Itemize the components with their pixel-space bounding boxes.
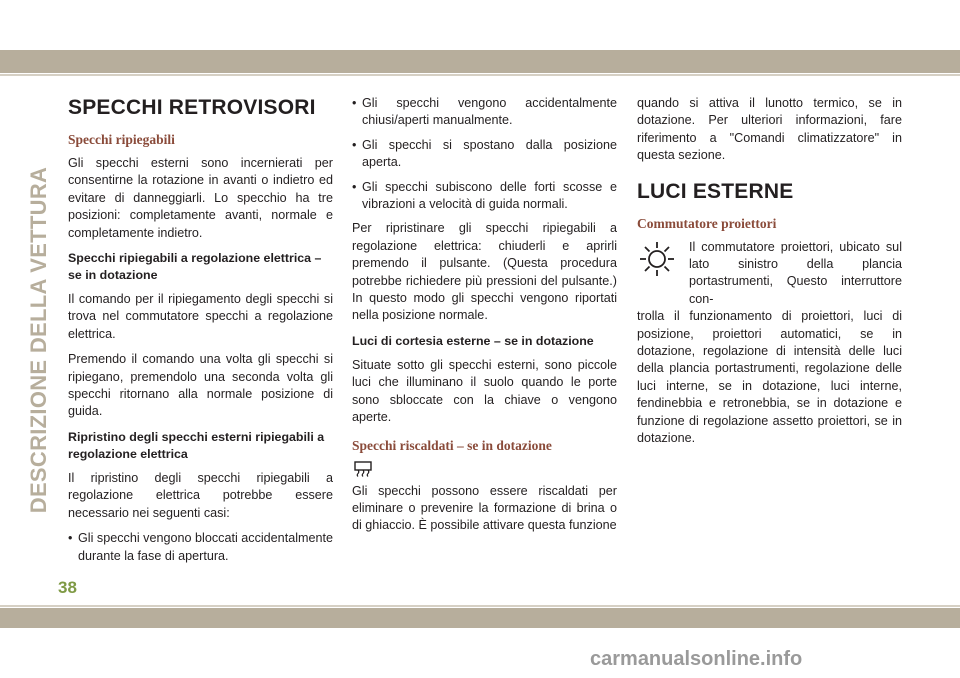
page-number: 38	[58, 578, 77, 597]
heading-ripiegabili-elettrica: Specchi ripiegabili a regolazione elettrica – se in dotazione	[68, 251, 322, 283]
side-section-title	[25, 95, 53, 585]
headlamp-switch-icon	[637, 239, 677, 279]
subheading-specchi-riscaldati: Specchi riscaldati – se in dotazione	[352, 437, 552, 453]
paragraph: Situate sotto gli specchi esterni, sono piccole luci che illuminano il suolo quando le porte sono sbloccate con la chiave o vengono aperte.	[352, 357, 617, 425]
heading-luci-cortesia: Luci di cortesia esterne – se in dotazione	[352, 333, 594, 348]
section-title-specchi: SPECCHI RETROVISORI	[68, 96, 316, 119]
bottom-rule	[0, 605, 960, 607]
heading-ripristino: Ripristino degli specchi esterni ripiegabili a regolazione elettrica	[68, 429, 325, 461]
bottom-band	[0, 608, 960, 628]
paragraph: Premendo il comando una volta gli specchi si ripiegano, premendolo una seconda volta gli specchi ritornano alla normale posizione di guida.	[68, 352, 333, 419]
headlamp-block	[637, 239, 902, 448]
paragraph: Il ripristino degli specchi ripiegabili a regolazione elettrica potrebbe essere necessario nei seguenti casi:	[68, 470, 333, 520]
side-section-title-text: DESCRIZIONE DELLA VETTURA	[26, 166, 51, 514]
top-band	[0, 50, 960, 73]
column-3	[637, 95, 902, 456]
paragraph: Gli specchi esterni sono incernierati per consentirne la rotazione in avanti o indietro ed evitare di danneggiarli. Lo specchio ha tre posizioni: completamente avanti, normale e completamente indietro.	[68, 156, 333, 240]
paragraph: Il comando per il ripiegamento degli specchi si trova nel commutatore specchi a regolazione elettrica.	[68, 292, 333, 341]
paragraph: Per ripristinare gli specchi ripiegabili a regolazione elettrica: chiuderli e aprirli premendo il pulsante. (Questa procedura potrebbe richiedere più pressioni del pulsante.) In questo modo gli specchi vengono riportati nella posizione normale.	[352, 221, 617, 323]
column-1	[68, 95, 333, 572]
subheading-commutatore: Commutatore proiettori	[637, 215, 777, 231]
paragraph: Gli specchi possono essere riscaldati per eliminare o prevenire la formazione di brina o di ghiaccio. È possibile attivare questa funzione	[352, 483, 617, 533]
paragraph-intro: Il commutatore proiettori, ubicato sul lato sinistro della plancia portastrumenti, Questo interruttore con-	[689, 239, 902, 306]
top-rule	[0, 74, 960, 76]
bullet-item: • Gli specchi vengono bloccati accidentalmente durante la fase di apertura.	[68, 530, 333, 565]
section-title-luci: LUCI ESTERNE	[637, 179, 794, 203]
column-2	[352, 95, 617, 543]
paragraph: quando si attiva il lunotto termico, se in dotazione. Per ulteriori informazioni, fare riferimento a "Comandi climatizzatore" in questa sezione.	[637, 96, 902, 163]
bullet-item: • Gli specchi vengono accidentalmente chiusi/aperti manualmente.	[352, 95, 617, 130]
bullet-item: • Gli specchi si spostano dalla posizione aperta.	[352, 137, 617, 172]
subheading-specchi-ripiegabili: Specchi ripiegabili	[68, 132, 175, 147]
rear-defrost-icon	[354, 461, 372, 477]
watermark: carmanualsonline.info	[590, 648, 803, 670]
paragraph-continuation: trolla il funzionamento di proiettori, luci di posizione, proiettori automatici, se in dotazione, regolazione di intensità delle luci della plancia portastrumenti, regolazione delle luci interne, se in dotazione, luci interne, fendinebbia e retronebbia, se in dotazione e funzione di regolazione assetto proiettori, se in dotazione.	[637, 309, 902, 446]
bullet-item: • Gli specchi subiscono delle forti scosse e vibrazioni a velocità di guida normali.	[352, 179, 617, 214]
